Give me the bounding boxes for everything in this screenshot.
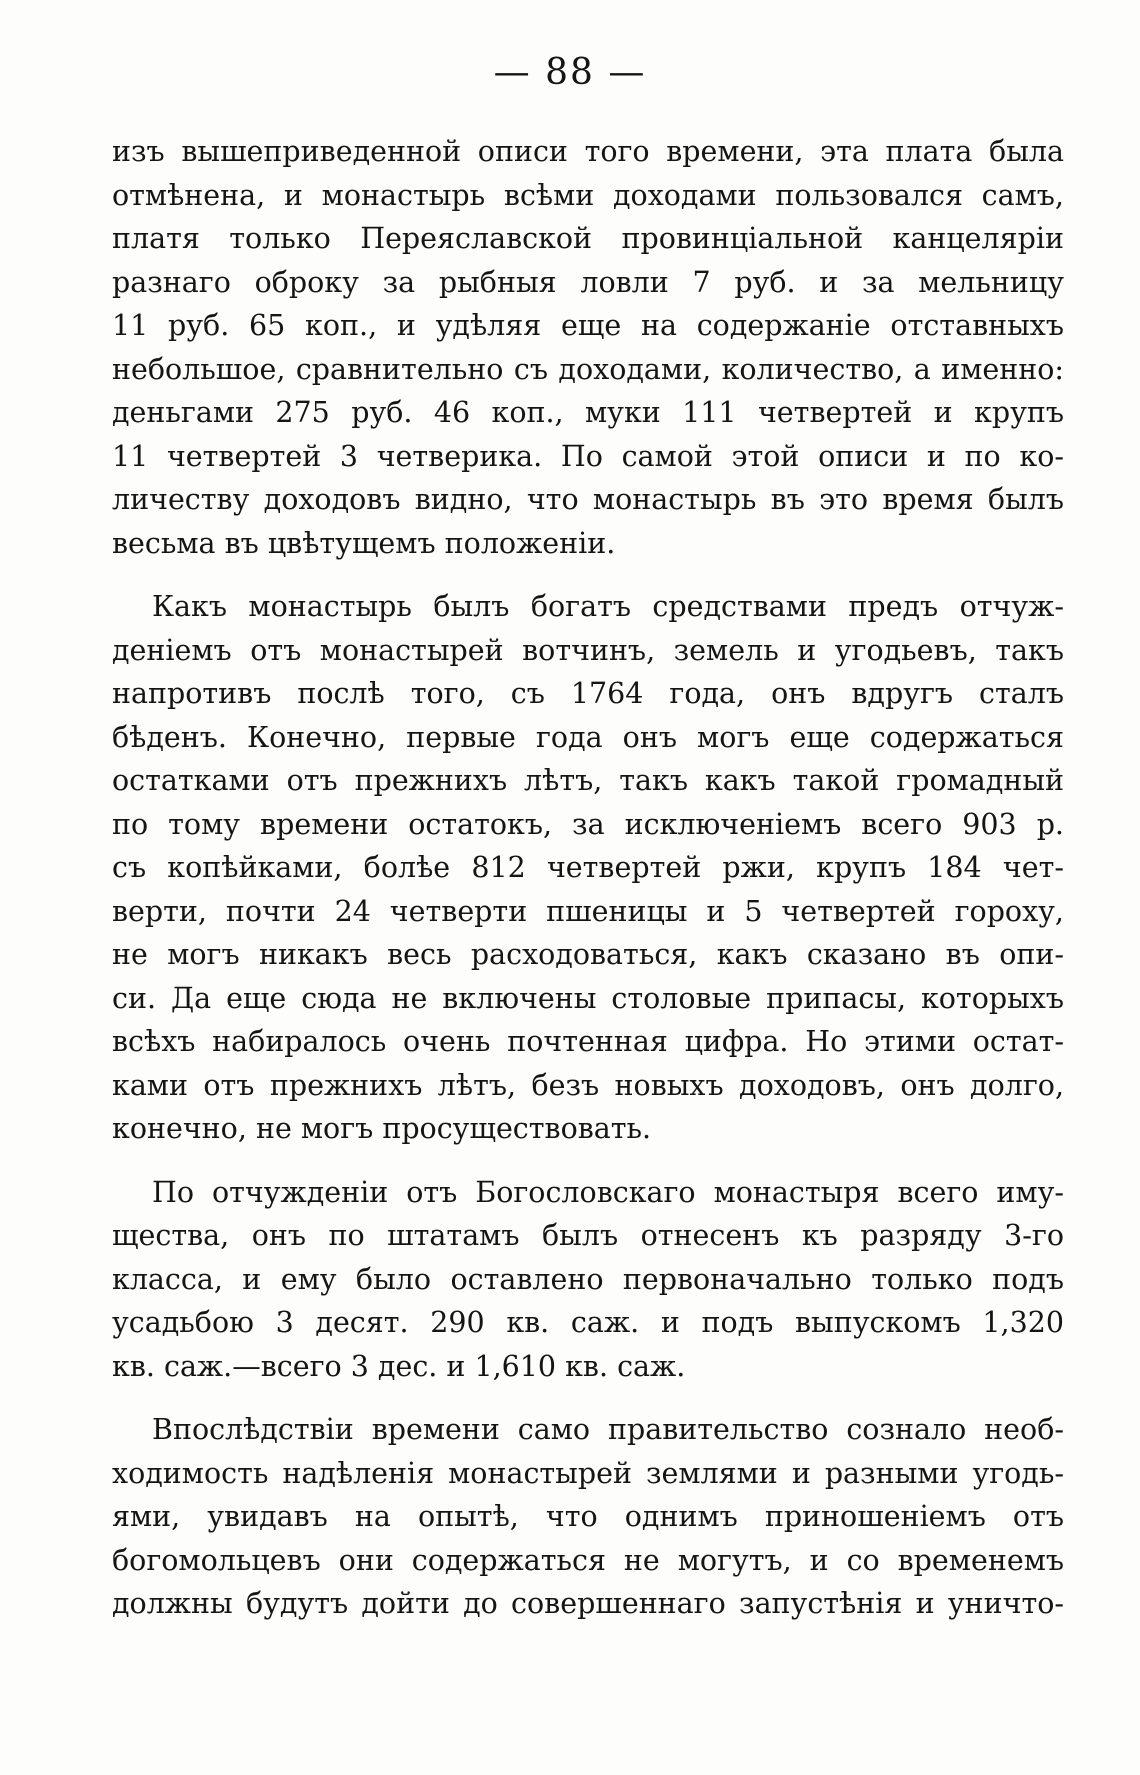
text-line: небольшое, сравнительно съ доходами, количество, а именно:: [112, 352, 1064, 386]
text-line: напротивъ послѣ того, съ 1764 года, онъ вдругъ сталъ: [112, 677, 1064, 710]
text-line: весьма въ цвѣтущемъ положеніи.: [112, 526, 616, 560]
text-line: бѣденъ. Конечно, первые года онъ могъ еще содержаться: [112, 720, 1064, 754]
text-line: личеству доходовъ видно, что монастырь въ это время былъ: [112, 483, 1064, 516]
text-line: должны будутъ дойти до совершеннаго запустѣнія и уничто-: [112, 1587, 1064, 1620]
text-line: остатками отъ прежнихъ лѣтъ, такъ какъ такой громадный: [112, 764, 1064, 797]
text-line: класса, и ему было оставлено первоначально только подъ: [112, 1262, 1064, 1296]
text-line: Какъ монастырь былъ богатъ средствами предъ отчуж-: [152, 590, 1064, 623]
text-line: ками отъ прежнихъ лѣтъ, безъ новыхъ доходовъ, онъ долго,: [112, 1068, 1064, 1102]
body-text: [112, 130, 1064, 1626]
text-line: всѣхъ набиралось очень почтенная цифра. Но этими остат-: [112, 1025, 1064, 1058]
text-line: ходимость надѣленія монастырей землями и разными угодь-: [112, 1456, 1064, 1490]
text-line: деніемъ отъ монастырей вотчинъ, земель и угодьевъ, такъ: [112, 633, 1064, 667]
paragraph-2: [112, 585, 1064, 1151]
text-line: щества, онъ по штатамъ былъ отнесенъ къ разряду 3-го: [112, 1219, 1064, 1252]
text-line: верти, почти 24 четверти пшеницы и 5 четвертей гороху,: [112, 894, 1064, 928]
text-line: си. Да еще сюда не включены столовые припасы, которыхъ: [112, 981, 1064, 1015]
text-line: 11 руб. 65 коп., и удѣляя еще на содержаніе отставныхъ: [112, 309, 1064, 342]
text-line: кв. саж.—всего 3 дес. и 1,610 кв. саж.: [112, 1349, 686, 1383]
text-line: изъ вышеприведенной описи того времени, эта плата была: [112, 135, 1064, 168]
text-line: съ копѣйками, болѣе 812 четвертей ржи, крупъ 184 чет-: [112, 851, 1064, 884]
text-line: не могъ никакъ весь расходоваться, какъ сказано въ опи-: [112, 938, 1064, 971]
paragraph-1: [112, 130, 1064, 565]
paragraph-4: [112, 1408, 1064, 1626]
text-line: 11 четвертей 3 четверика. По самой этой описи и по ко-: [112, 439, 1064, 473]
text-line: По отчужденіи отъ Богословскаго монастыря всего иму-: [152, 1175, 1064, 1209]
text-line: деньгами 275 руб. 46 коп., муки 111 четвертей и крупъ: [112, 396, 1064, 429]
text-line: богомольцевъ они содержаться не могутъ, и со временемъ: [112, 1543, 1064, 1577]
text-line: ями, увидавъ на опытѣ, что однимъ приношеніемъ отъ: [112, 1500, 1064, 1533]
text-line: платя только Переяславской провинціальной канцеляріи: [112, 222, 1064, 255]
text-line: конечно, не могъ просуществовать.: [112, 1112, 652, 1145]
text-line: усадьбою 3 десят. 290 кв. саж. и подъ выпускомъ 1,320: [112, 1306, 1064, 1339]
text-line: отмѣнена, и монастырь всѣми доходами пользовался самъ,: [112, 178, 1064, 212]
text-line: Впослѣдствіи времени само правительство сознало необ-: [152, 1413, 1064, 1446]
text-line: по тому времени остатокъ, за исключеніемъ всего 903 р.: [112, 807, 1064, 841]
text-line: разнаго оброку за рыбныя ловли 7 руб. и за мельницу: [112, 265, 1064, 299]
paragraph-3: [112, 1171, 1064, 1389]
page-number: — 88 —: [493, 52, 647, 93]
